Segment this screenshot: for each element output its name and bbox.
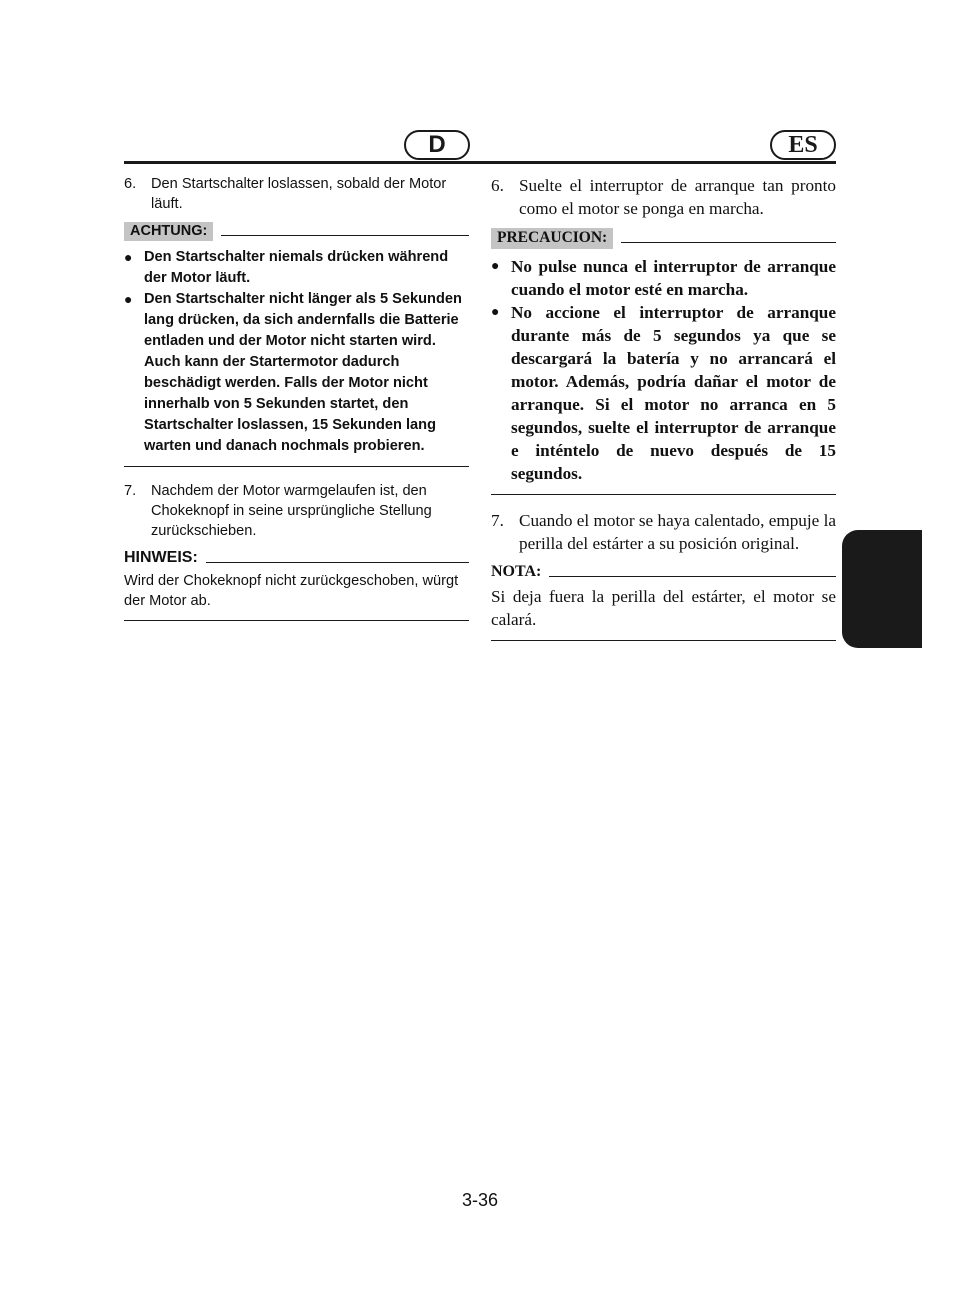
es-step-7 bbox=[491, 509, 836, 555]
es-caution-item bbox=[491, 301, 836, 485]
es-step-6-text: Suelte el interruptor de arranque tan pronto como el motor se ponga en marcha. bbox=[519, 176, 836, 218]
de-caution-end-rule bbox=[124, 466, 469, 467]
es-caution-item-text: No pulse nunca el interruptor de arranque cuando el motor esté en marcha. bbox=[511, 257, 836, 299]
language-badge-d: D bbox=[404, 130, 470, 160]
de-note-end-rule bbox=[124, 620, 469, 621]
es-caution-label: PRECAUCION: bbox=[491, 228, 613, 249]
es-caution-end-rule bbox=[491, 494, 836, 495]
de-caution-list bbox=[124, 247, 469, 457]
de-step-7-number: 7. bbox=[124, 483, 137, 499]
page-number: 3-36 bbox=[461, 1190, 499, 1210]
chapter-tab bbox=[842, 530, 922, 648]
de-note-heading bbox=[124, 549, 469, 567]
de-step-6-number: 6. bbox=[124, 176, 137, 192]
es-note-text: Si deja fuera la perilla del estárter, el motor se calará. bbox=[491, 587, 836, 629]
bullet-icon: ● bbox=[124, 291, 133, 307]
es-caution-rule bbox=[621, 242, 836, 243]
german-column bbox=[124, 174, 469, 635]
spanish-column bbox=[491, 174, 836, 655]
es-note-label: NOTA: bbox=[491, 563, 542, 580]
es-caution-item-text: No accione el interruptor de arranque durante más de 5 segundos ya que se descargará la batería y no arrancará el motor. Además, podría dañar el motor de arranque. Si el motor no arranca en 5 segundos, suelte el interruptor de arranque e inténtelo de nuevo después de 15 segundos. bbox=[511, 303, 836, 483]
es-caution-item bbox=[491, 255, 836, 301]
es-note-rule bbox=[549, 576, 836, 577]
de-note-rule bbox=[206, 562, 469, 563]
de-step-6-text: Den Startschalter loslassen, sobald der Motor läuft. bbox=[151, 176, 447, 212]
es-caution-list bbox=[491, 255, 836, 485]
es-step-6 bbox=[491, 174, 836, 220]
language-badge-es: ES bbox=[770, 130, 836, 160]
es-step-7-text: Cuando el motor se haya calentado, empuje la perilla del estárter a su posición original. bbox=[519, 511, 836, 553]
de-caution-heading bbox=[124, 222, 469, 241]
es-note-end-rule bbox=[491, 640, 836, 641]
es-caution-heading bbox=[491, 228, 836, 249]
bullet-icon: ● bbox=[491, 259, 500, 274]
es-step-6-number: 6. bbox=[491, 176, 504, 195]
bullet-icon: ● bbox=[491, 305, 500, 320]
de-caution-rule bbox=[221, 235, 469, 236]
es-note-heading bbox=[491, 563, 836, 581]
bullet-icon: ● bbox=[124, 249, 133, 265]
es-step-7-number: 7. bbox=[491, 511, 504, 530]
de-step-6 bbox=[124, 174, 469, 214]
de-caution-item bbox=[124, 289, 469, 457]
de-caution-item bbox=[124, 247, 469, 289]
header-rule bbox=[124, 161, 836, 164]
de-note-text: Wird der Chokeknopf nicht zurückgeschoben, würgt der Motor ab. bbox=[124, 573, 459, 609]
de-caution-item-text: Den Startschalter nicht länger als 5 Sekunden lang drücken, da sich andernfalls die Batterie entladen und der Motor nicht starten wird. Auch kann der Startermotor dadurch beschädigt werden. Falls der Motor nicht innerhalb von 5 Sekunden startet, den Startschalter loslassen, 15 Sekunden lang warten und danach nochmals probieren. bbox=[144, 291, 462, 454]
de-caution-item-text: Den Startschalter niemals drücken während der Motor läuft. bbox=[144, 249, 449, 286]
de-step-7 bbox=[124, 481, 469, 541]
de-step-7-text: Nachdem der Motor warmgelaufen ist, den Chokeknopf in seine ursprüngliche Stellung zurückschieben. bbox=[151, 483, 432, 539]
de-note-label: HINWEIS: bbox=[124, 549, 198, 566]
de-caution-label: ACHTUNG: bbox=[124, 222, 213, 241]
